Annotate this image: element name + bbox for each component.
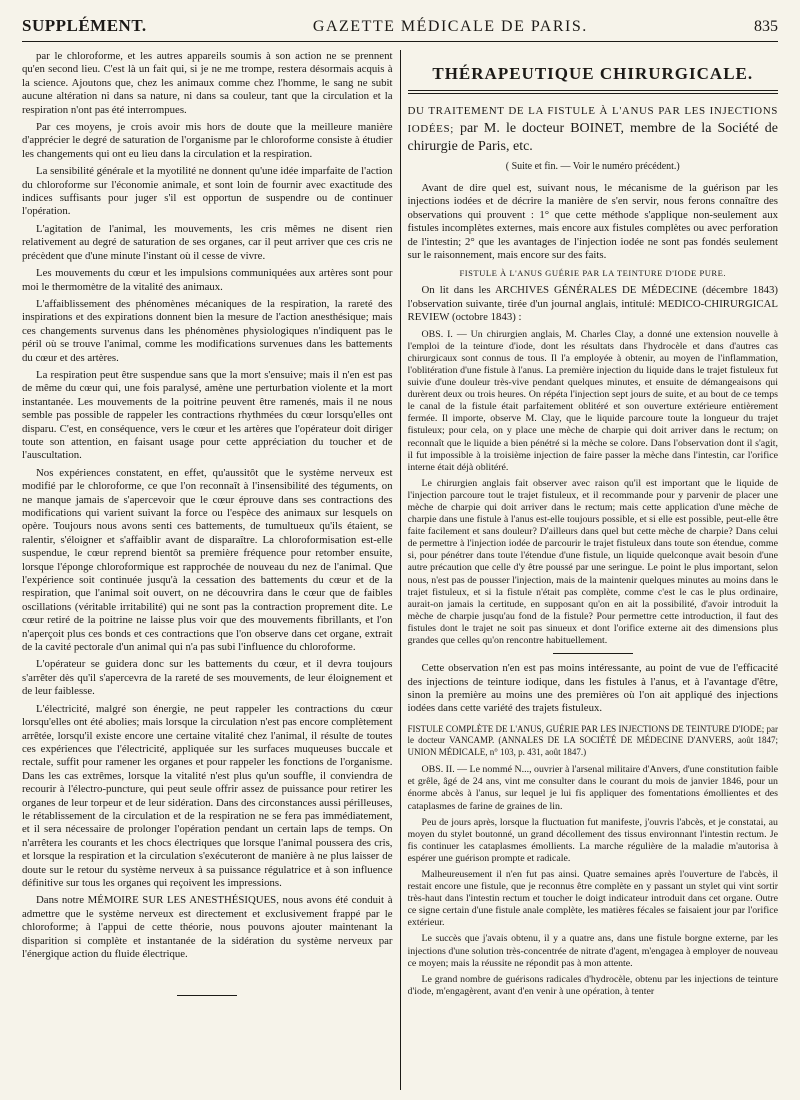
continuation-note: ( Suite et fin. — Voir le numéro précédent.) <box>505 161 680 172</box>
supplement-label: SUPPLÉMENT. <box>22 16 147 35</box>
intro-paragraph: Avant de dire quel est, suivant nous, le mécanisme de la guérison par les injections iodées et de décrire la manière de s'en servir, nous ferons connaître des observations qui prouvent : 1° que cette méthode s'applique non-seulement aux fistules incomplètes externes, mais encore aux fistules complètes ou avec perforation de l'intestin; 2° que les avantages de l'injection iodée ne sont pas fondés seulement sur le raisonnement, mais encore sur des faits. <box>407 182 778 262</box>
left-paragraph: Nos expériences constatent, en effet, qu'aussitôt que le système nerveux est modifié par le chloroforme, ce que l'on reconnaît à l'insensibilité des téguments, on ne manque jamais de s'apercevoir que le cœur éprouve dans ses contractions des modifications qui varient suivant la force ou l'espèce des animaux sur lesquels on opère. Toujours nous avons senti ces battements, de tumultueux qu'ils étaient, se ralentir, s'éloigner et s'affaiblir avant de disparaître. La chloroformisation est-elle suspendue, le cœur reprend bientôt sa première fréquence pour retomber ensuite, lorsque l'éponge chloroformique est rapprochée de nouveau du nez de l'animal. Que l'expérience soit continuée jusqu'à la cessation des battements du cœur et de la respiration, que l'animal soit ouvert, on ne découvrira dans le cœur que de faibles oscillations (véritable irritabilité) qui ne sont pas la contraction proprement dite. Le cœur retiré de la poitrine ne laisse plus voir que des mouvements fibrillants, et l'on n'aperçoit plus ces bonds et ces contractions que l'on observe dans cet organe, extrait de la cavité pectorale d'un animal qui n'a pas subi l'influence du chloroforme. <box>22 466 393 654</box>
obs2-paragraph: OBS. II. — Le nommé N..., ouvrier à l'arsenal militaire d'Anvers, d'une constitution faible et grêle, âgé de 24 ans, vint me consulter dans le courant du mois de janvier 1846, pour un énorme abcès à l'anus, sur lequel je lui fis appliquer des fomentations émollientes et des cataplasmes de farine de graines de lin. <box>407 764 778 812</box>
observation-paragraph: Cette observation n'en est pas moins intéressante, au point de vue de l'efficacité des injections de teinture iodique, dans les fistules à l'anus, et à l'avantage d'être, sinon la première au moins une des premières où l'on ait appliqué des injections iodées dans cette variété des trajets fistuleux. <box>407 662 778 715</box>
obs2-heading: FISTULE COMPLÈTE DE L'ANUS, GUÉRIE PAR LES INJECTIONS DE TEINTURE D'IODE; par le docteur VANCAMP. (ANNALES DE LA SOCIÉTÉ DE MÉDECINE D'ANVERS, août 1847; UNION MÉDICALE, n° 103, p. 431, août 1847.) <box>407 723 778 757</box>
subheading: FISTULE À L'ANUS GUÉRIE PAR LA TEINTURE D'IODE PURE. <box>459 268 727 279</box>
left-paragraph: L'opérateur se guidera donc sur les battements du cœur, et il devra toujours s'arrêter dès qu'il s'apercevra de la rareté de ses mouvements, de leur éloignement et de leur faiblesse. <box>22 658 393 698</box>
left-paragraph: L'électricité, malgré son énergie, ne peut rappeler les contractions du cœur lorsqu'elles ont été abolies; mais lorsque la circulation n'est pas encore complètement arrêtée, lorsqu'il existe encore une certaine vitalité chez l'animal, il résulte de toutes ces expériences que l'électricité, appliquée sur les surfaces muqueuses buccale et rectale, suffit pour ramener les organes et pour rappeler les fonctions de l'organisme. Dans les cas extrêmes, lorsque la vitalité n'est plus qu'un souffle, il conviendra de recourir à l'électro-puncture, qui peut seule offrir assez de puissance pour retirer les organes de leur torpeur et de leur sidération. Dans des circonstances aussi périlleuses, le rétablissement de la circulation et de la respiration ne se fera pas immédiatement, et il sera nécessaire de prolonger l'opération pendant un certain laps de temps. On n'arrêtera les courants et les chocs électriques que lorsque l'animal poussera des cris, et lorsque la respiration et la circulation s'exécuteront de manière à ne plus laisser de doute sur le retour du système nerveux à sa puissance régulatrice et à son influence définitive sur tous les organes qui reçoivent les impressions. <box>22 702 393 889</box>
obs-paragraph: Le chirurgien anglais fait observer avec raison qu'il est important que le liquide de l'injection parcoure tout le trajet fistuleux, et il recommande pour y parvenir de placer une mèche de charpie qui doit arriver dans le rectum; mais cette application d'une mèche de charpie dans une fistule à l'anus est-elle toujours possible, et si elle est possible, peut-elle être faite facilement et sans douleur? D'ailleurs dans quel but cette mèche de charpie? Dans celui de permettre à l'injection iodée de parcourir le trajet fistuleux dans toute son étendue, comme si, pour pénétrer dans toute l'étendue d'une fistule, un liquide quelconque avait besoin d'une autre précaution que celle d'y être poussé par une seringue. Le point le plus important, selon nous, n'est pas de pousser l'injection, mais de la maintenir quelques minutes au moins dans le trajet fistuleux, et si la fistule n'était pas complète, comme c'est le cas le plus ordinaire, aurait-on jamais la certitude, en supposant qu'on en ait la possibilité, d'avoir introduit la mèche de charpie jusqu'au fond de la fistule? Pour permettre cette introduction, il faut des fistules dont le trajet ne soit pas sinueux et dont l'orifice externe ait des dimensions plus grandes que celles qu'on rencontre habituellement. <box>407 477 778 646</box>
left-paragraph: La respiration peut être suspendue sans que la mort s'ensuive; mais il n'en est pas de même du cœur qui, une fois paralysé, amène une perturbation violente et la mort instantanée. Les mouvements de la poitrine peuvent être ramenés, mais il ne nous semble pas possible de rappeler les contractions rhythmées du cœur lorsqu'elles ont disparu. C'est, en conséquence, vers le cœur et les artères que l'opérateur doit diriger toute son attention, en faisant usage pour cette appréciation du toucher et de l'auscultation. <box>22 368 393 462</box>
journal-title: GAZETTE MÉDICALE DE PARIS. <box>312 18 588 35</box>
obs2-block <box>408 764 779 998</box>
left-paragraph: Dans notre MÉMOIRE SUR LES ANESTHÉSIQUES, nous avons été conduit à admettre que le système nerveux est directement et exclusivement frappé par le chloroforme; à l'appui de cette théorie, nous pouvons ajouter maintenant la disparition si complète et instantanée de la sidération du système nerveux par l'énergique action du fluide électrique. <box>22 894 393 960</box>
obs-paragraph: OBS. I. — Un chirurgien anglais, M. Charles Clay, a donné une extension nouvelle à l'emploi de la teinture d'iode, dont les résultats dans l'hydrocèle et dans d'autres cas chirurgicaux sont connus de tous. Il l'a employée à obtenir, au moyen de l'inflammation, l'oblitération d'une fistule à l'anus. La première injection du liquide dans le trajet fistuleux fut suivie d'une douleur très-vive pendant quelques minutes, et ensuite de démangeaisons qui durèrent deux ou trois heures. On répéta l'injection sept jours de suite, et au bout de ce temps le canal de la fistule était parfaitement oblitéré et son ouverture extérieure entièrement fermée. Il importe, observe M. Clay, que le liquide parcoure toute la longueur du trajet fistuleux; pour cela, on y place une mèche de charpie qui doit arriver dans le rectum; on reconnaît que le liquide a bien pénétré si la mèche se colore. Dans l'observation dont il s'agit, il fut impossible à la troisième injection de faire passer la mèche dans l'intestin, car l'orifice interne était déjà oblitéré. <box>407 328 778 473</box>
title-rule <box>408 90 779 94</box>
obs2-paragraph: Malheureusement il n'en fut pas ainsi. Quatre semaines après l'ouverture de l'abcès, il restait encore une fistule, que je reconnus être complète en y passant un stylet qui vint sortir très-haut dans l'intestin rectum et toucher le doigt indicateur introduit dans cet organe. Outre ce signe certain d'une fistule anale complète, les matières fécales se faisaient jour par l'orifice extérieur. <box>407 868 778 929</box>
obs2-paragraph: Le succès que j'avais obtenu, il y a quatre ans, dans une fistule borgne externe, par les injections d'une solution très-concentrée de nitrate d'agent, m'engagea à employer de nouveau ce moyen; mais la réussite ne répondit pas à mon attente. <box>407 933 778 969</box>
obs2-paragraph: Le grand nombre de guérisons radicales d'hydrocèle, obtenu par les injections de teinture d'iode, m'engagèrent, avant d'en venir à une opération, à tenter <box>407 973 778 997</box>
page-number: 835 <box>753 18 778 35</box>
observation-block <box>408 329 779 647</box>
article-title <box>408 102 779 155</box>
end-rule <box>177 995 237 996</box>
page-header <box>22 16 778 42</box>
section-title: THÉRAPEUTIQUE CHIRURGICALE. <box>432 64 754 83</box>
right-column <box>408 50 779 1090</box>
source-paragraph: On lit dans les ARCHIVES GÉNÉRALES DE MÉDECINE (décembre 1843) l'observation suivante, tirée d'un journal anglais, intitulé: MEDICO-CHIRURGICAL REVIEW (octobre 1843) : <box>407 284 778 324</box>
separator-rule <box>553 653 633 654</box>
article-title-prefix: DU TRAITEMENT DE LA FISTULE À L'ANUS PAR LES INJECTIONS IODÉES; <box>407 105 778 135</box>
left-paragraph: par le chloroforme, et les autres appareils soumis à son action ne se prennent qu'en second lieu. C'est là un fait qui, si je ne me trompe, restera désormais acquis à la science. Ajoutons que, chez les animaux comme chez l'homme, le sang ne subit aucune altération ni dans sa nature, ni dans sa couleur, tant que la circulation et la respiration n'ont pas été interrompues. <box>22 50 393 116</box>
columns <box>22 50 778 1090</box>
column-divider <box>400 50 401 1090</box>
obs2-paragraph: Peu de jours après, lorsque la fluctuation fut manifeste, j'ouvris l'abcès, et je constatai, au moyen du stylet boutonné, un grand décollement des tissus environnant l'intestin rectum. Je fis continuer les cataplasmes émollients. La marche régulière de la maladie m'autorisa à espérer une guérison prompte et radicale. <box>407 816 778 864</box>
left-column <box>22 50 393 1090</box>
left-paragraph: Par ces moyens, je crois avoir mis hors de doute que la meilleure manière d'apprécier le degré de saturation de l'organisme par le chloroforme consiste à étudier les changements qui ont eu lieu dans la circulation et la respiration. <box>22 121 393 160</box>
left-paragraph: Les mouvements du cœur et les impulsions communiquées aux artères sont pour moi le thermomètre de la vitalité des animaux. <box>22 267 393 293</box>
article-title-rest: par M. le docteur BOINET, membre de la Société de chirurgie de Paris, etc. <box>407 121 778 154</box>
left-paragraph: L'affaiblissement des phénomènes mécaniques de la respiration, la rareté des inspirations et des expirations donnent bien la mesure de l'action anesthésique; mais ces changements survenus dans les phénomènes physiologiques n'indiquent pas le péril où se trouve l'animal, comme les modifications survenues dans les battements du cœur et des artères. <box>22 297 393 364</box>
left-paragraph: L'agitation de l'animal, les mouvements, les cris mêmes ne disent rien relativement au degré de saturation de ses organes, car il peut arriver que ces cris ne précèdent que d'une minute l'instant où il cesse de vivre. <box>22 222 393 262</box>
left-paragraph: La sensibilité générale et la myotilité ne donnent qu'une idée imparfaite de l'action du chloroforme sur l'économie animale, et sont loin de fournir avec exactitude des indices suffisants pour juger s'il est opportun de suspendre ou de continuer l'opération. <box>22 165 393 218</box>
